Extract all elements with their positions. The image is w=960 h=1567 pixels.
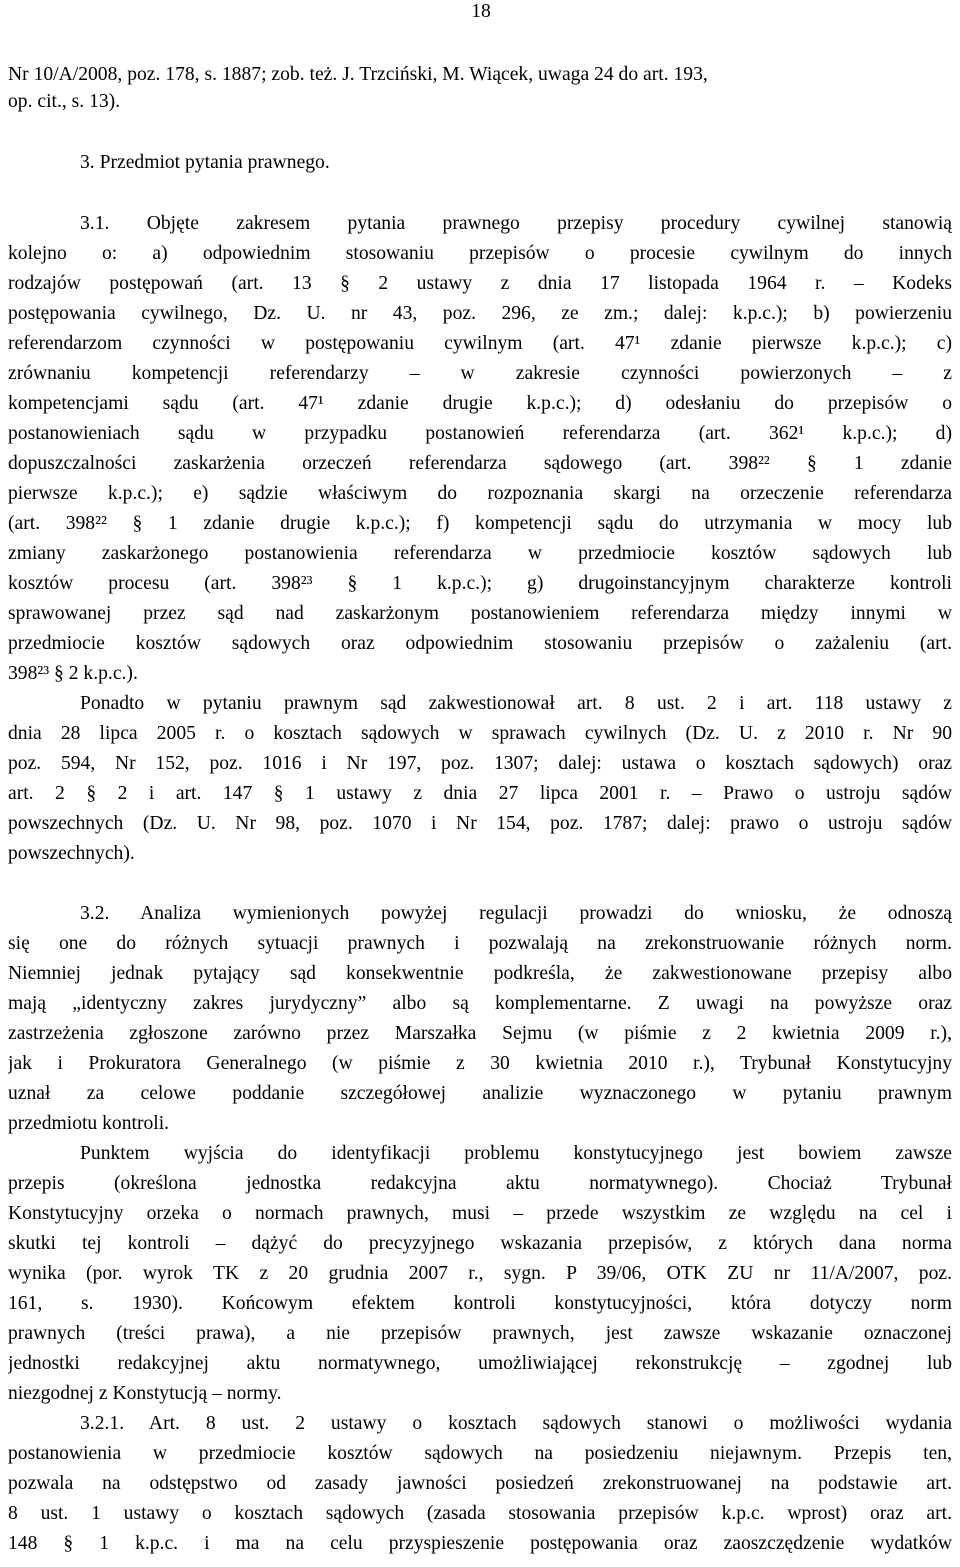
text-line: zastrzeżenia zgłoszone zarówno przez Marszałka Sejmu (w piśmie z 2 kwietnia 2009 r.),: [8, 1023, 952, 1044]
text-line: powszechnych (Dz. U. Nr 98, poz. 1070 i Nr 154, poz. 1787; dalej: prawo o ustroju sądów: [8, 813, 952, 834]
text-line: prawnych (treści prawa), a nie przepisów prawnych, jest zawsze wskazanie oznaczonej: [8, 1323, 952, 1344]
text-line: powszechnych).: [8, 843, 135, 864]
text-line: pierwsze k.p.c.); e) sądzie właściwym do rozpoznania skargi na orzeczenie referendarza: [8, 483, 952, 504]
text-line: poz. 594, Nr 152, poz. 1016 i Nr 197, poz. 1307; dalej: ustawa o kosztach sądowych) oraz: [8, 753, 952, 774]
text-line: skutki tej kontroli – dążyć do precyzyjnego wskazania przepisów, z których dana norma: [8, 1233, 952, 1254]
text-line: 398²³ § 2 k.p.c.).: [8, 663, 138, 684]
text-line: 3. Przedmiot pytania prawnego.: [80, 152, 330, 173]
text-line: przepis (określona jednostka redakcyjna aktu normatywnego). Chociaż Trybunał: [8, 1173, 952, 1194]
text-line: referendarzom czynności w postępowaniu cywilnym (art. 47¹ zdanie pierwsze k.p.c.); c): [8, 333, 952, 354]
text-line: się one do różnych sytuacji prawnych i pozwalają na zrekonstruowanie różnych norm.: [8, 933, 952, 954]
text-line: uznał za celowe poddanie szczegółowej analizie wyznaczonego w pytaniu prawnym: [8, 1083, 952, 1104]
text-line: art. 2 § 2 i art. 147 § 1 ustawy z dnia 27 lipca 2001 r. – Prawo o ustroju sądów: [8, 783, 952, 804]
text-line: Konstytucyjny orzeka o normach prawnych, musi – przede wszystkim ze względu na cel i: [8, 1203, 952, 1224]
text-line: (art. 398²² § 1 zdanie drugie k.p.c.); f) kompetencji sądu do utrzymania w mocy lub: [8, 513, 952, 534]
text-line: postępowania cywilnego, Dz. U. nr 43, poz. 296, ze zm.; dalej: k.p.c.); b) powierzeniu: [8, 303, 952, 324]
text-line: postanowienia w przedmiocie kosztów sądowych na posiedzeniu niejawnym. Przepis ten,: [8, 1443, 952, 1464]
text-line: Punktem wyjścia do identyfikacji problemu konstytucyjnego jest bowiem zawsze: [80, 1143, 952, 1164]
text-line: kosztów procesu (art. 398²³ § 1 k.p.c.); g) drugoinstancyjnym charakterze kontroli: [8, 573, 952, 594]
text-line: przedmiocie kosztów sądowych oraz odpowiednim stosowaniu przepisów o zażaleniu (art.: [8, 633, 952, 654]
text-line: rodzajów postępowań (art. 13 § 2 ustawy z dnia 17 listopada 1964 r. – Kodeks: [8, 273, 952, 294]
text-line: mają „identyczny zakres jurydyczny” albo są komplementarne. Z uwagi na powyższe oraz: [8, 993, 952, 1014]
text-line: niezgodnej z Konstytucją – normy.: [8, 1383, 282, 1404]
text-line: 8 ust. 1 ustawy o kosztach sądowych (zasada stosowania przepisów k.p.c. wprost) oraz art.: [8, 1503, 952, 1524]
text-line: 148 § 1 k.p.c. i ma na celu przyspieszenie postępowania oraz zaoszczędzenie wydatków: [8, 1533, 952, 1554]
text-line: wynika (por. wyrok TK z 20 grudnia 2007 r., sygn. P 39/06, OTK ZU nr 11/A/2007, poz.: [8, 1263, 952, 1284]
text-line: zmiany zaskarżonego postanowienia referendarza w przedmiocie kosztów sądowych lub: [8, 543, 952, 564]
page-number: 18: [471, 1, 491, 22]
text-line: pozwala na odstępstwo od zasady jawności posiedzeń zrekonstruowanej na podstawie art.: [8, 1473, 952, 1494]
text-line: kompetencjami sądu (art. 47¹ zdanie drugie k.p.c.); d) odesłaniu do przepisów o: [8, 393, 952, 414]
text-line: dopuszczalności zaskarżenia orzeczeń referendarza sądowego (art. 398²² § 1 zdanie: [8, 453, 952, 474]
text-line: Ponadto w pytaniu prawnym sąd zakwestionował art. 8 ust. 2 i art. 118 ustawy z: [80, 693, 952, 714]
text-line: postanowieniach sądu w przypadku postanowień referendarza (art. 362¹ k.p.c.); d): [8, 423, 952, 444]
text-line: kolejno o: a) odpowiednim stosowaniu przepisów o procesie cywilnym do innych: [8, 243, 952, 264]
text-line: 3.2. Analiza wymienionych powyżej regulacji prowadzi do wniosku, że odnoszą: [80, 903, 952, 924]
text-line: 3.2.1. Art. 8 ust. 2 ustawy o kosztach sądowych stanowi o możliwości wydania: [80, 1413, 952, 1434]
text-line: Nr 10/A/2008, poz. 178, s. 1887; zob. też. J. Trzciński, M. Wiącek, uwaga 24 do art. 193,: [8, 64, 708, 85]
text-line: 3.1. Objęte zakresem pytania prawnego przepisy procedury cywilnej stanowią: [80, 213, 952, 234]
text-line: jak i Prokuratora Generalnego (w piśmie z 30 kwietnia 2010 r.), Trybunał Konstytucyjny: [8, 1053, 952, 1074]
text-line: jednostki redakcyjnej aktu normatywnego, umożliwiającej rekonstrukcję – zgodnej lub: [8, 1353, 952, 1374]
text-line: sprawowanej przez sąd nad zaskarżonym postanowieniem referendarza między innymi w: [8, 603, 952, 624]
text-line: dnia 28 lipca 2005 r. o kosztach sądowych w sprawach cywilnych (Dz. U. z 2010 r. Nr 90: [8, 723, 952, 744]
text-line: 161, s. 1930). Końcowym efektem kontroli konstytucyjności, która dotyczy norm: [8, 1293, 952, 1314]
text-line: op. cit., s. 13).: [8, 91, 121, 112]
text-line: przedmiotu kontroli.: [8, 1113, 170, 1134]
text-line: zrównaniu kompetencji referendarzy – w zakresie czynności powierzonych – z: [8, 363, 952, 384]
text-line: Niemniej jednak pytający sąd konsekwentnie podkreśla, że zakwestionowane przepisy albo: [8, 963, 952, 984]
